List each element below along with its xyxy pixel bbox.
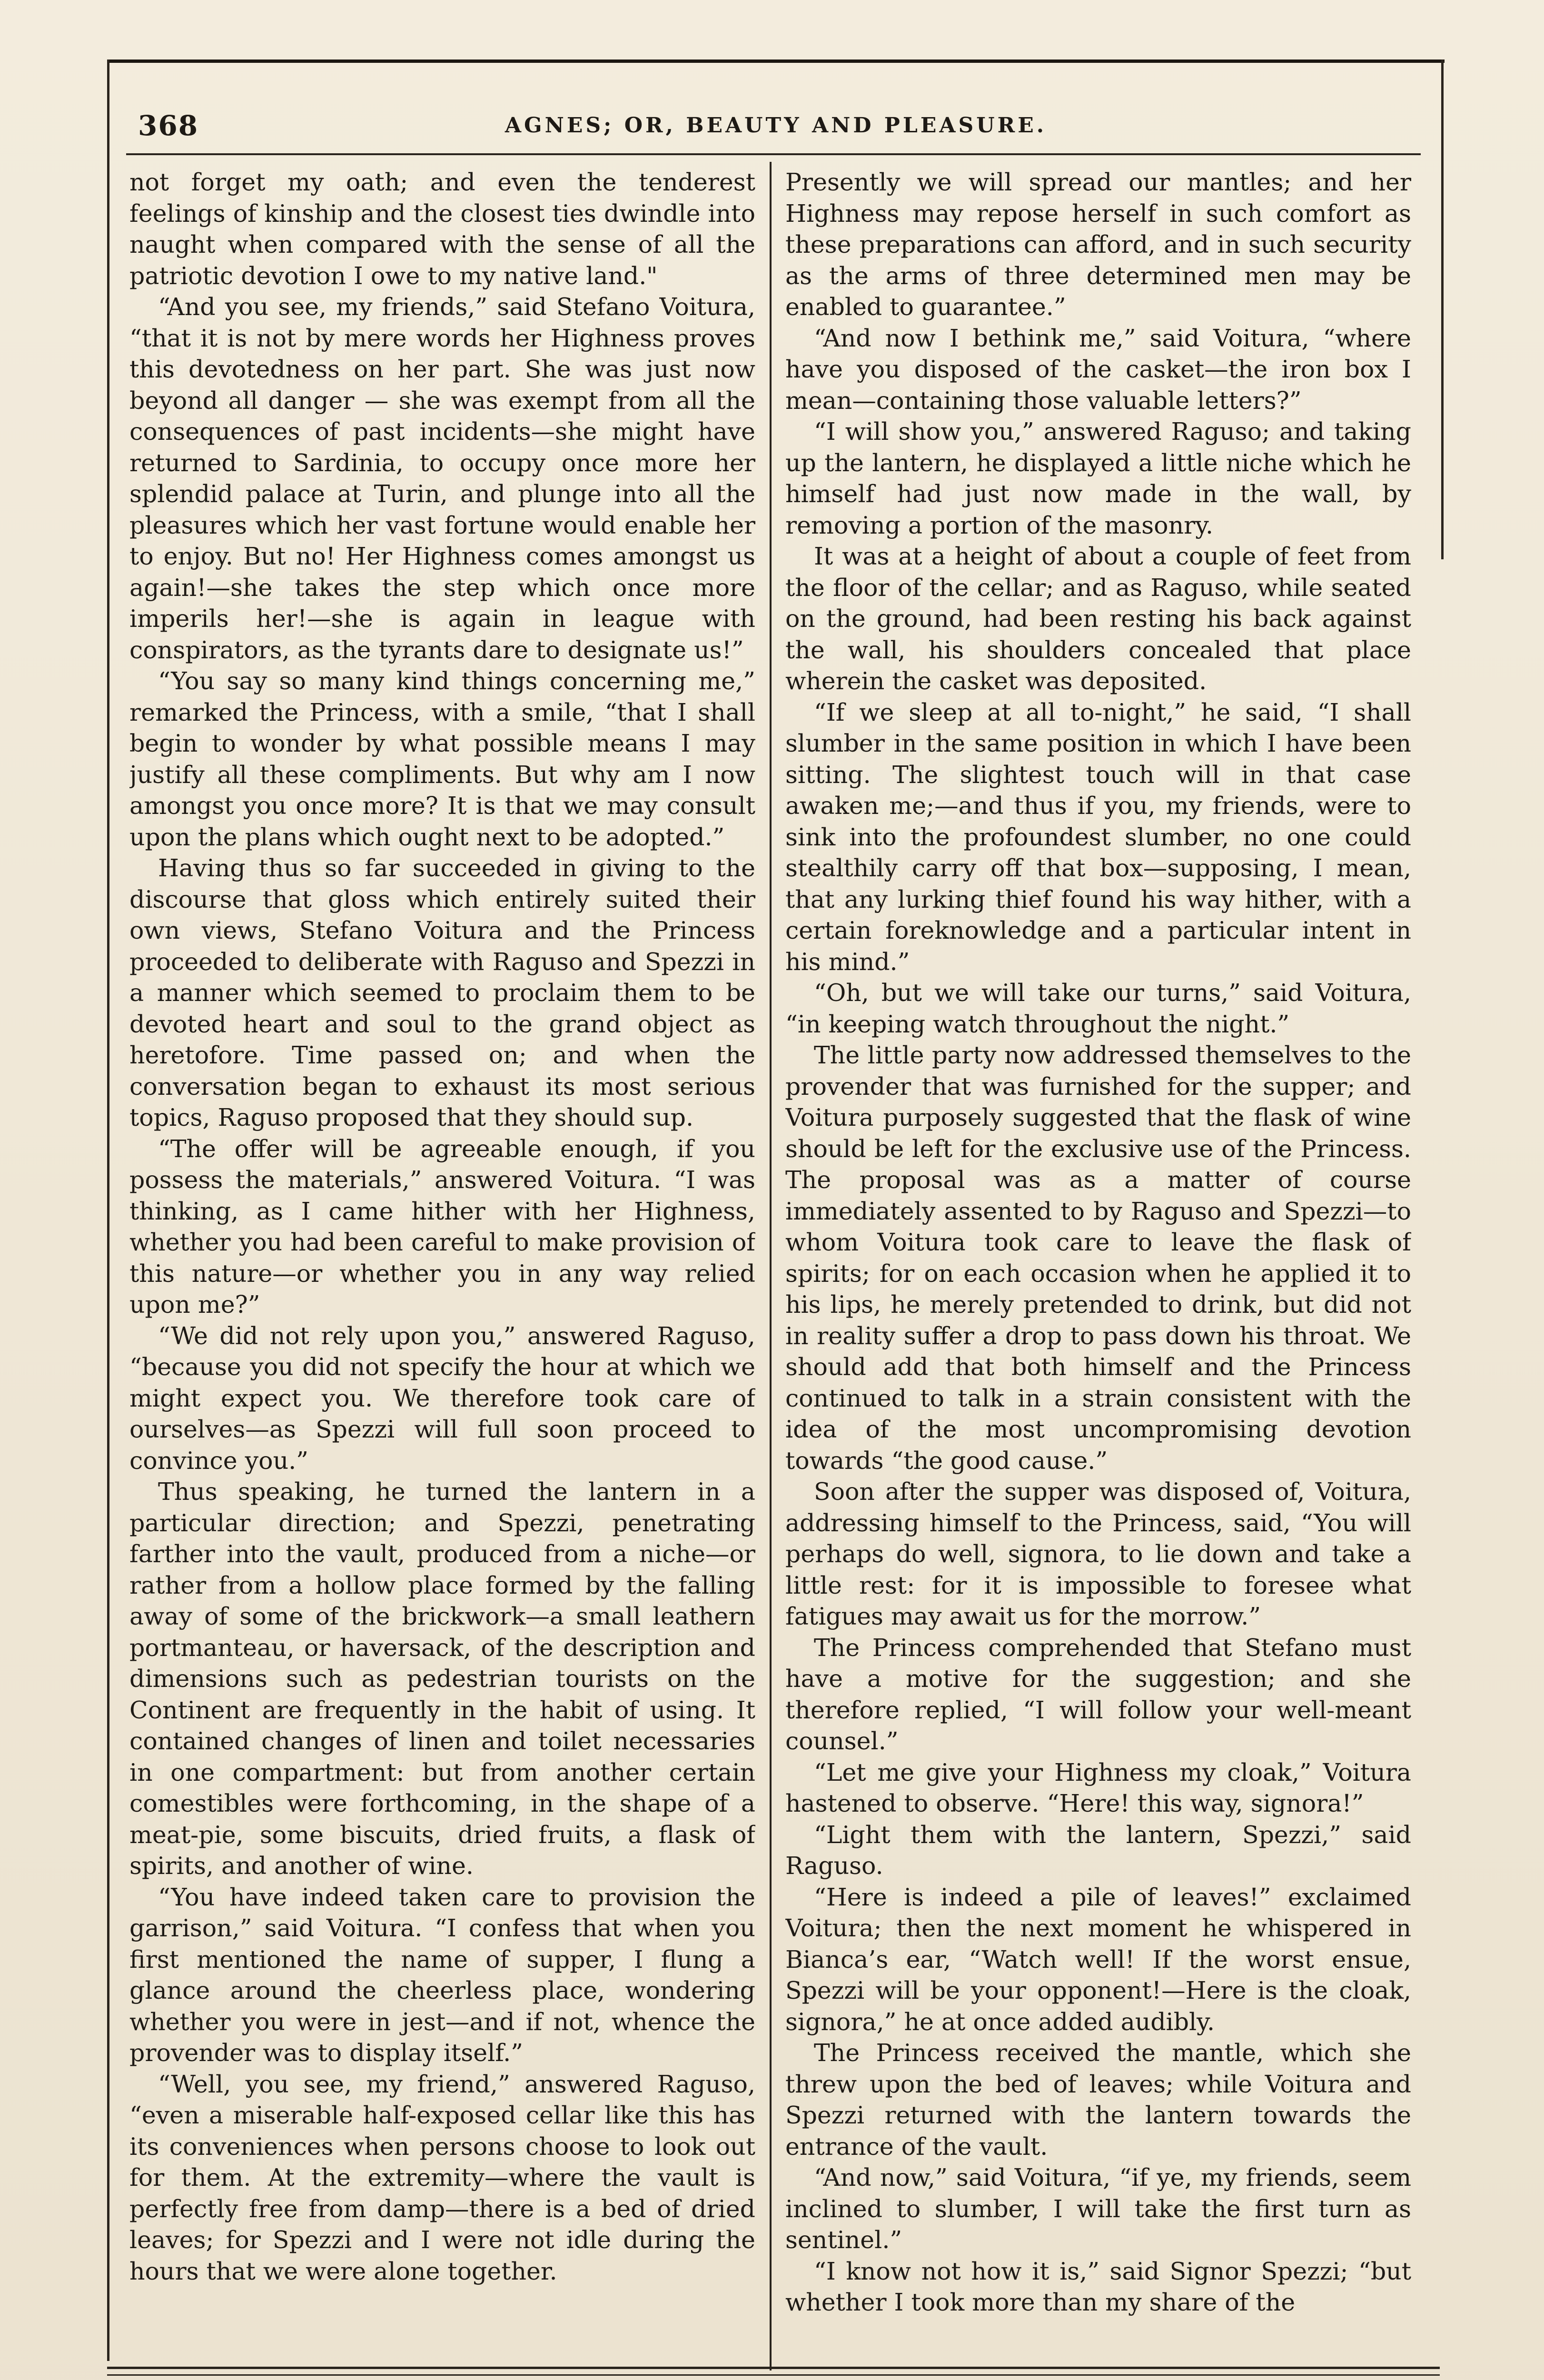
running-head: AGNES; OR, BEAUTY AND PLEASURE. (505, 113, 1047, 138)
paragraph: “You say so many kind things concerning me,” remarked the Princess, with a smile, “that I shall begin to wonder by what possible means I may justify all these compliments. But why am I now amongst you once more? It is that we may consult upon the plans which ought next to be adopted.” (129, 667, 755, 851)
paragraph: “Well, you see, my friend,” answered Raguso, “even a miserable half-exposed cellar like this has its conveniences when persons choose to look out for them. At the extremity—where the vault is perfectly free from damp—there is a bed of dried leaves; for Spezzi and I were not idle during the hours that we were alone together. (129, 2070, 755, 2285)
paragraph: “Let me give your Highness my cloak,” Voitura hastened to observe. “Here! this way, signora!” (785, 1758, 1411, 1817)
footer-rule-thin (107, 2374, 1440, 2376)
paragraph: Having thus so far succeeded in giving to the discourse that gloss which entirely suited their own views, Stefano Voitura and the Princess proceeded to deliberate with Raguso and Spezzi in a manner which seemed to proclaim them to be devoted heart and soul to the grand object as heretofore. Time passed on; and when the conversation began to exhaust its most serious topics, Raguso proposed that they should sup. (129, 854, 755, 1131)
right-column (785, 167, 1411, 2332)
paragraph: “Here is indeed a pile of leaves!” exclaimed Voitura; then the next moment he whispered in Bianca’s ear, “Watch well! If the worst ensue, Spezzi will be your opponent!—Here is the cloak, signora,” he at once added audibly. (785, 1883, 1411, 2036)
paragraph: “You have indeed taken care to provision the garrison,” said Voitura. “I confess that when you first mentioned the name of supper, I flung a glance around the cheerless place, wondering whether you were in jest—and if not, whence the provender was to display itself.” (129, 1883, 755, 2067)
paragraph: “And now I bethink me,” said Voitura, “where have you disposed of the casket—the iron box I mean—containing those valuable letters?” (785, 324, 1411, 415)
page-number: 368 (138, 109, 199, 142)
footer-rule (107, 2367, 1440, 2369)
paragraph: “I know not how it is,” said Signor Spezzi; “but whether I took more than my share of the (785, 2257, 1411, 2316)
paragraph: “If we sleep at all to-night,” he said, “I shall slumber in the same position in which I have been sitting. The slightest touch will in that case awaken me;—and thus if you, my friends, were to sink into the profoundest slumber, no one could stealthily carry off that box—supposing, I mean, that any lurking thief found his way hither, with a certain foreknowledge and a particular intent in his mind.” (785, 698, 1411, 976)
paragraph: The Princess received the mantle, which she threw upon the bed of leaves; while Voitura and Spezzi returned with the lantern towards the entrance of the vault. (785, 2039, 1411, 2161)
top-rule (107, 60, 1445, 63)
paragraph: The Princess comprehended that Stefano must have a motive for the suggestion; and she therefore replied, “I will follow your well-meant counsel.” (785, 1633, 1411, 1755)
right-frame-rule (1441, 60, 1444, 559)
paragraph: “Oh, but we will take our turns,” said Voitura, “in keeping watch throughout the night.” (785, 979, 1411, 1038)
paragraph: “The offer will be agreeable enough, if you possess the materials,” answered Voitura. “I was thinking, as I came hither with her Highness, whether you had been careful to make provision of this nature—or whether you in any way relied upon me?” (129, 1134, 755, 1319)
paragraph: not forget my oath; and even the tenderest feelings of kinship and the closest ties dwindle into naught when compared with the sense of all the patriotic devotion I owe to my native land." (129, 168, 755, 290)
paragraph: “I will show you,” answered Raguso; and taking up the lantern, he displayed a little niche which he himself had just now made in the wall, by removing a portion of the masonry. (785, 417, 1411, 539)
header-rule (126, 153, 1421, 155)
paragraph: “And now,” said Voitura, “if ye, my friends, seem inclined to slumber, I will take the first turn as sentinel.” (785, 2163, 1411, 2254)
paragraph: “We did not rely upon you,” answered Raguso, “because you did not specify the hour at which we might expect you. We therefore took care of ourselves—as Spezzi will full soon proceed to convince you.” (129, 1321, 755, 1475)
paragraph: “Light them with the lantern, Spezzi,” said Raguso. (785, 1820, 1411, 1880)
left-column (129, 167, 755, 2332)
column-divider (770, 162, 772, 2370)
paragraph: It was at a height of about a couple of feet from the floor of the cellar; and as Raguso, while seated on the ground, had been resting his back against the wall, his shoulders concealed that place wherein the casket was deposited. (785, 542, 1411, 695)
paragraph: Presently we will spread our mantles; and her Highness may repose herself in such comfort as these preparations can afford, and in such security as the arms of three determined men may be enabled to guarantee.” (785, 168, 1411, 321)
paragraph: Soon after the supper was disposed of, Voitura, addressing himself to the Princess, said, “You will perhaps do well, signora, to lie down and take a little rest: for it is impossible to foresee what fatigues may await us for the morrow.” (785, 1478, 1411, 1630)
paragraph: Thus speaking, he turned the lantern in a particular direction; and Spezzi, penetrating farther into the vault, produced from a niche—or rather from a hollow place formed by the falling away of some of the brickwork—a small leathern portmanteau, or haversack, of the description and dimensions such as pedestrian tourists on the Continent are frequently in the habit of using. It contained changes of linen and toilet necessaries in one compartment: but from another certain comestibles were forthcoming, in the shape of a meat-pie, some biscuits, dried fruits, a flask of spirits, and another of wine. (129, 1478, 755, 1880)
paragraph: The little party now addressed themselves to the provender that was furnished for the supper; and Voitura purposely suggested that the flask of wine should be left for the exclusive use of the Princess. The proposal was as a matter of course immediately assented to by Raguso and Spezzi—to whom Voitura took care to leave the flask of spirits; for on each occasion when he applied it to his lips, he merely pretended to drink, but did not in reality suffer a drop to pass down his throat. We should add that both himself and the Princess continued to talk in a strain consistent with the idea of the most uncompromising devotion towards “the good cause.” (785, 1041, 1411, 1475)
left-frame-rule (107, 60, 109, 2361)
page-header (138, 109, 1414, 152)
paragraph: “And you see, my friends,” said Stefano Voitura, “that it is not by mere words her Highness proves this devotedness on her part. She was just now beyond all danger — she was exempt from all the consequences of past incidents—she might have returned to Sardinia, to occupy once more her splendid palace at Turin, and plunge into all the pleasures which her vast fortune would enable her to enjoy. But no! Her Highness comes amongst us again!—she takes the step which once more imperils her!—she is again in league with conspirators, as the tyrants dare to designate us!” (129, 293, 755, 664)
